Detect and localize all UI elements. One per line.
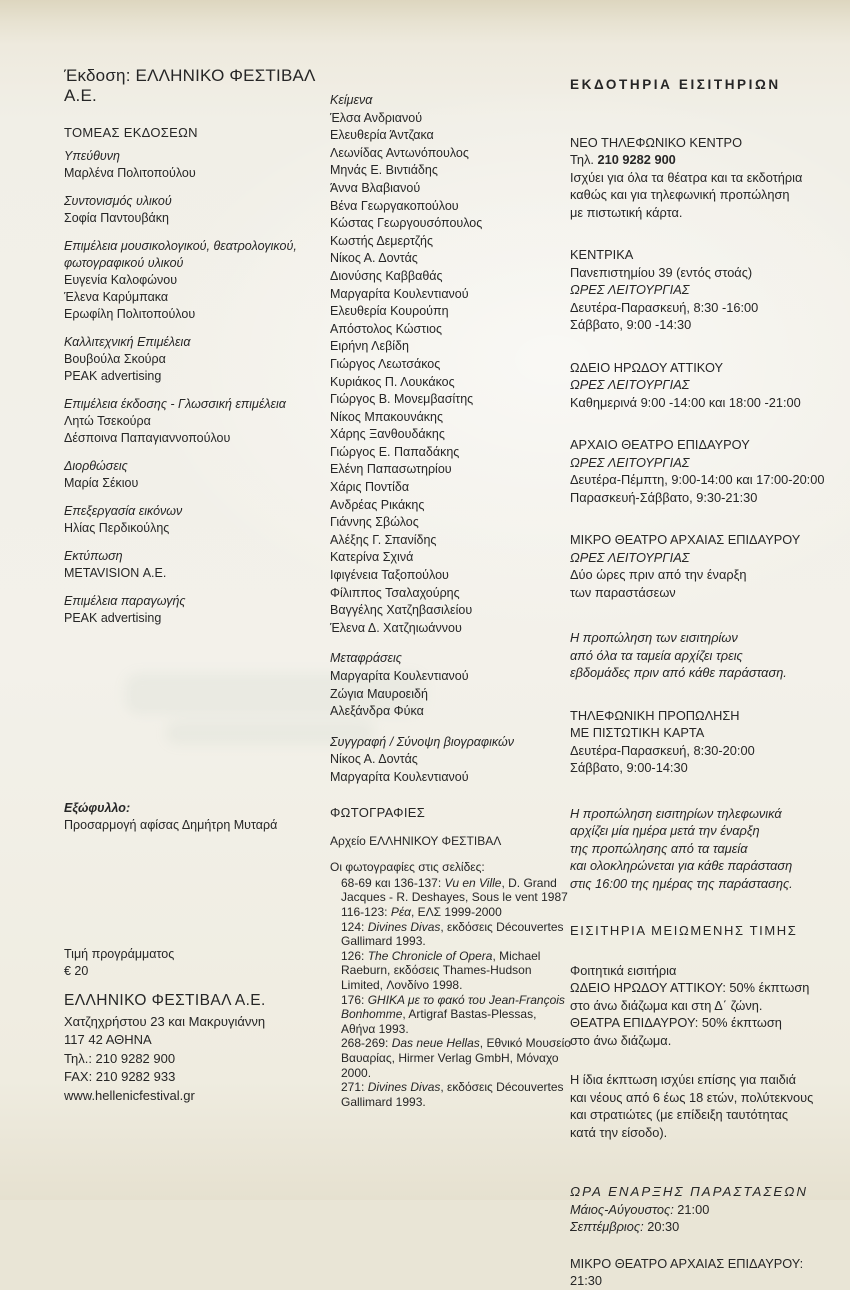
- credit-name: Κυριάκος Π. Λουκάκος: [330, 374, 455, 389]
- phone-presale-title: ΤΗΛΕΦΩΝΙΚΗ ΠΡΟΠΩΛΗΣΗ: [570, 707, 740, 723]
- company-fax: FAX: 210 9282 933: [64, 1069, 176, 1084]
- phone-center-number-line: [570, 151, 836, 169]
- credit-name: Ερωφίλη Πολιτοπούλου: [64, 307, 196, 321]
- photo-credit-text: 116-123:: [341, 904, 391, 919]
- photo-credit-text: 126:: [341, 948, 368, 963]
- photo-credit-text: , εκδόσεις Découvertes Gallimard 1993.: [341, 1080, 564, 1109]
- reduced-tickets-block: [570, 962, 836, 1050]
- credit-group: [64, 458, 322, 492]
- tel-prefix: Τηλ.: [570, 152, 598, 167]
- right-column: [570, 76, 836, 1290]
- small-theatre-hours: Δύο ώρες πριν από την έναρξη: [570, 567, 747, 582]
- photographs-intro: Οι φωτογραφίες στις σελίδες:: [330, 860, 485, 875]
- ancient-theatre-block: [570, 436, 836, 506]
- phone-presale-title: ΜΕ ΠΙΣΤΩΤΙΚΗ ΚΑΡΤΑ: [570, 725, 705, 740]
- photo-credit-title: The Chronicle of Opera: [367, 948, 493, 963]
- photo-credit-text: , D. Grand Jacques - R. Deshayes, Sous le vent 1987: [341, 875, 568, 905]
- reduced-note-line: και νέους από 6 έως 18 ετών, πολύτεκνους: [570, 1089, 814, 1105]
- credit-name: Μηνάς Ε. Βιντιάδης: [330, 163, 438, 178]
- photo-credit: [341, 876, 574, 905]
- company-phone: Τηλ.: 210 9282 900: [64, 1050, 176, 1066]
- reduced-note-line: κατά την είσοδο).: [570, 1124, 668, 1140]
- photo-credit-title: Ρέα: [390, 904, 411, 919]
- company-info: [64, 992, 334, 1105]
- photographs-section: [330, 806, 574, 1109]
- credit-group: [64, 148, 322, 182]
- phone-center-block: [570, 134, 836, 222]
- left-column: [64, 66, 322, 638]
- credit-name: PEAK advertising: [64, 369, 162, 383]
- credit-role: Κείμενα: [330, 93, 373, 107]
- credit-name: Έλενα Καρύμπακα: [64, 290, 169, 304]
- photo-credit-text: , Artigraf Bastas-Plessas, Αθήνα 1993.: [341, 1007, 537, 1036]
- showtime-september: [570, 1218, 836, 1236]
- photo-credit-title: Divines Divas: [367, 1080, 441, 1095]
- credit-name: Ιφιγένεια Ταξοπούλου: [330, 568, 449, 583]
- central-offices-block: [570, 246, 836, 334]
- central-offices-hours: Σάββατο, 9:00 -14:30: [570, 317, 692, 332]
- central-offices-address: Πανεπιστημίου 39 (εντός στοάς): [570, 264, 753, 280]
- phone-center-title: ΝΕΟ ΤΗΛΕΦΩΝΙΚΟ ΚΕΝΤΡΟ: [570, 134, 743, 150]
- reduced-tickets-heading: ΕΙΣΙΤΗΡΙΑ ΜΕΙΩΜΕΝΗΣ ΤΙΜΗΣ: [570, 923, 798, 938]
- credit-role: Υπεύθυνη: [64, 149, 120, 163]
- photo-credit-title: GHIKA με το φακό του Jean-François Bonhomme: [341, 992, 565, 1022]
- photo-credit-title: Divines Divas: [367, 919, 441, 934]
- photo-credit-text: , Εθνικό Μουσείο Βαυαρίας, Hirmer Verlag GmbH, Μόναχο 2000.: [341, 1036, 571, 1080]
- central-offices-title: ΚΕΝΤΡΙΚΑ: [570, 247, 634, 262]
- photographs-heading: ΦΩΤΟΓΡΑΦΙΕΣ: [330, 805, 426, 820]
- credit-group: [64, 548, 322, 582]
- texts-credits: [330, 92, 568, 637]
- credit-name: Μαργαρίτα Κουλεντιανού: [330, 286, 469, 301]
- section-title-publications: ΤΟΜΕΑΣ ΕΚΔΟΣΕΩΝ: [64, 125, 198, 140]
- bios-credits: [330, 734, 568, 787]
- credit-role: Επιμέλεια μουσικολογικού, θεατρολογικού, φωτογραφικού υλικού: [64, 239, 297, 270]
- credit-name: Ελευθερία Κουρούπη: [330, 304, 449, 319]
- photo-credit-list: [330, 876, 574, 1110]
- credit-role: Συντονισμός υλικού: [64, 194, 172, 208]
- credit-role: Συγγραφή / Σύνοψη βιογραφικών: [330, 734, 514, 749]
- ticket-offices-heading: ΕΚΔΟΤΗΡΙΑ ΕΙΣΙΤΗΡΙΩΝ: [570, 77, 781, 92]
- credit-name: Γιώργος Λεωτσάκος: [330, 356, 441, 371]
- credit-name: Κατερίνα Σχινά: [330, 550, 414, 565]
- showtime-small-theatre: ΜΙΚΡΟ ΘΕΑΤΡΟ ΑΡΧΑΙΑΣ ΕΠΙΔΑΥΡΟΥ: 21:30: [570, 1255, 804, 1288]
- page-title: Έκδοση: ΕΛΛΗΝΙΚΟ ΦΕΣΤΙΒΑΛ Α.Ε.: [64, 66, 315, 105]
- photo-credit-text: 271:: [341, 1080, 368, 1095]
- credit-name: Ευγενία Καλοφώνου: [64, 273, 178, 287]
- reduced-tickets-line: στο άνω διάζωμα και στη Δ΄ ζώνη.: [570, 997, 763, 1013]
- credit-name: Φίλιππος Τσαλαχούρης: [330, 585, 460, 600]
- presale-note: [570, 629, 836, 682]
- credit-name: Έλενα Δ. Χατζηιωάννου: [330, 620, 462, 635]
- credit-name: Σοφία Παντουβάκη: [64, 211, 169, 225]
- photo-credit-text: 268-269:: [341, 1036, 392, 1051]
- credit-name: Αλέξης Γ. Σπανίδης: [330, 532, 437, 547]
- opening-hours-label: ΩΡΕΣ ΛΕΙΤΟΥΡΓΙΑΣ: [570, 454, 690, 470]
- phone-presale-note-line: αρχίζει μία ημέρα μετά την έναρξη: [570, 823, 760, 838]
- reduced-tickets-line: ΩΔΕΙΟ ΗΡΩΔΟΥ ΑΤΤΙΚΟΥ: 50% έκπτωση: [570, 980, 810, 995]
- phone-presale-note: [570, 805, 836, 893]
- phone-presale-hours: Σάββατο, 9:00-14:30: [570, 760, 688, 775]
- phone-presale-note-line: της προπώλησης από τα ταμεία: [570, 840, 748, 856]
- phone-presale-note-line: στις 16:00 της ημέρας της παράστασης.: [570, 875, 793, 891]
- translations-credits: [330, 650, 568, 720]
- credit-name: PEAK advertising: [64, 611, 162, 625]
- credit-name: Απόστολος Κώστιος: [330, 321, 442, 336]
- credit-name: Βουβούλα Σκούρα: [64, 352, 166, 366]
- credit-name: Βένα Γεωργακοπούλου: [330, 198, 459, 213]
- credit-group: [64, 396, 322, 447]
- credit-name: Έλσα Ανδριανού: [330, 110, 423, 125]
- photo-credit: [341, 949, 574, 993]
- credit-name: Κωστής Δεμερτζής: [330, 233, 434, 248]
- company-website: www.hellenicfestival.gr: [64, 1087, 195, 1103]
- photo-credit: [341, 905, 574, 920]
- credit-name: Γιώργος Β. Μονεμβασίτης: [330, 392, 474, 407]
- photo-credit: [341, 920, 574, 949]
- reduced-tickets-note: [570, 1071, 836, 1141]
- photographs-archive: Αρχείο ΕΛΛΗΝΙΚΟΥ ΦΕΣΤΙΒΑΛ: [330, 833, 502, 848]
- ancient-theatre-hours: Δευτέρα-Πέμπτη, 9:00-14:00 και 17:00-20:00: [570, 472, 825, 487]
- small-theatre-block: [570, 531, 836, 601]
- phone-center-line: καθώς και για τηλεφωνική προπώληση: [570, 187, 790, 202]
- price-value: € 20: [64, 964, 89, 978]
- credit-name: Νίκος Α. Δοντάς: [330, 752, 418, 767]
- credit-name: Κώστας Γεωργουσόπουλος: [330, 216, 483, 231]
- phone-presale-hours: Δευτέρα-Παρασκευή, 8:30-20:00: [570, 742, 755, 758]
- credit-name: Βαγγέλης Χατζηβασιλείου: [330, 603, 473, 618]
- credit-name: Μαργαρίτα Κουλεντιανού: [330, 669, 469, 683]
- small-theatre-hours: των παραστάσεων: [570, 584, 676, 600]
- credit-name: Λητώ Τσεκούρα: [64, 414, 151, 428]
- credit-group: [64, 193, 322, 227]
- showtime-value: 20:30: [643, 1219, 680, 1234]
- reduced-tickets-line: στο άνω διάζωμα.: [570, 1032, 672, 1048]
- company-address-line1: Χατζηχρήστου 23 και Μακρυγιάννη: [64, 1013, 266, 1029]
- credit-role: Επεξεργασία εικόνων: [64, 504, 183, 518]
- showtime-label: Μάιος-Αύγουστος:: [570, 1201, 674, 1217]
- photo-credit-text: 68-69 και 136-137:: [341, 875, 445, 890]
- credit-role: Εκτύπωση: [64, 549, 123, 563]
- credit-name: Διονύσης Καββαθάς: [330, 268, 443, 283]
- credit-name: Ειρήνη Λεβίδη: [330, 339, 409, 354]
- presale-note-line: Η προπώληση των εισιτηρίων: [570, 630, 738, 645]
- credit-role: Επιμέλεια παραγωγής: [64, 594, 186, 608]
- photo-credit: [341, 1036, 574, 1080]
- odeon-block: [570, 359, 836, 412]
- credit-name: Ζώγια Μαυροειδή: [330, 686, 428, 701]
- credit-group: [64, 334, 322, 385]
- showtime-value: 21:00: [673, 1201, 710, 1217]
- photo-credit-title: Das neue Hellas: [391, 1036, 480, 1051]
- credit-name: Άννα Βλαβιανού: [330, 180, 421, 195]
- phone-center-line: Ισχύει για όλα τα θέατρα και τα εκδοτήρια: [570, 169, 803, 185]
- small-theatre-title: ΜΙΚΡΟ ΘΕΑΤΡΟ ΑΡΧΑΙΑΣ ΕΠΙΔΑΥΡΟΥ: [570, 532, 801, 547]
- publications-credits-list: [64, 148, 322, 627]
- credit-name: Χάρης Ξανθουδάκης: [330, 427, 445, 442]
- opening-hours-label: ΩΡΕΣ ΛΕΙΤΟΥΡΓΙΑΣ: [570, 282, 690, 297]
- central-offices-hours: Δευτέρα-Παρασκευή, 8:30 -16:00: [570, 299, 759, 315]
- showtime-label: Σεπτέμβριος:: [570, 1219, 644, 1234]
- company-name: ΕΛΛΗΝΙΚΟ ΦΕΣΤΙΒΑΛ Α.Ε.: [64, 992, 266, 1009]
- phone-presale-note-line: Η προπώληση εισιτηρίων τηλεφωνικά: [570, 805, 782, 821]
- credit-group: [64, 238, 322, 323]
- showtimes-heading: ΩΡΑ ΕΝΑΡΞΗΣ ΠΑΡΑΣΤΑΣΕΩΝ: [570, 1184, 808, 1199]
- opening-hours-label: ΩΡΕΣ ΛΕΙΤΟΥΡΓΙΑΣ: [570, 377, 690, 392]
- odeon-title: ΩΔΕΙΟ ΗΡΩΔΟΥ ΑΤΤΙΚΟΥ: [570, 359, 724, 375]
- credit-name: Αλεξάνδρα Φύκα: [330, 704, 424, 719]
- company-address-line2: 117 42 ΑΘΗΝΑ: [64, 1032, 152, 1047]
- credit-name: Μαργαρίτα Κουλεντιανού: [330, 769, 469, 784]
- presale-note-line: εβδομάδες πριν από κάθε παράσταση.: [570, 665, 787, 680]
- credit-name: Μαρλένα Πολιτοπούλου: [64, 166, 196, 180]
- credit-role: Καλλιτεχνική Επιμέλεια: [64, 335, 191, 349]
- credit-name: METAVISION Α.Ε.: [64, 566, 167, 580]
- credit-role: Διορθώσεις: [64, 459, 128, 473]
- credit-name: Γιώργος Ε. Παπαδάκης: [330, 444, 460, 459]
- presale-note-line: από όλα τα ταμεία αρχίζει τρεις: [570, 647, 743, 663]
- cover-text: Προσαρμογή αφίσας Δημήτρη Μυταρά: [64, 818, 278, 832]
- reduced-note-line: Η ίδια έκπτωση ισχύει επίσης για παιδιά: [570, 1072, 797, 1087]
- reduced-tickets-line: Φοιτητικά εισιτήρια: [570, 962, 677, 978]
- photo-credit-text: 176:: [341, 992, 368, 1007]
- credit-name: Χάρις Ποντίδα: [330, 480, 410, 495]
- program-price: [64, 946, 322, 980]
- photo-credit: [341, 1080, 574, 1109]
- cover-credit: [64, 800, 322, 834]
- showtime-summer: [570, 1201, 836, 1219]
- photo-credit-text: , Michael Raeburn, εκδόσεις Thames-Hudson Limited, Λονδίνο 1998.: [341, 948, 541, 992]
- credit-name: Ελευθερία Άντζακα: [330, 128, 434, 143]
- tel-number: 210 9282 900: [597, 152, 676, 167]
- ancient-theatre-title: ΑΡΧΑΙΟ ΘΕΑΤΡΟ ΕΠΙΔΑΥΡΟΥ: [570, 437, 750, 452]
- phone-presale-block: [570, 707, 836, 777]
- credit-group: [64, 503, 322, 537]
- credit-name: Ηλίας Περδικούλης: [64, 521, 170, 535]
- credit-name: Ανδρέας Ρικάκης: [330, 497, 425, 512]
- cover-label: Εξώφυλλο:: [64, 801, 131, 815]
- photo-credit-title: Vu en Ville: [444, 875, 502, 890]
- credit-group: [64, 593, 322, 627]
- ancient-theatre-hours: Παρασκευή-Σάββατο, 9:30-21:30: [570, 489, 758, 505]
- reduced-tickets-line: ΘΕΑΤΡΑ ΕΠΙΔΑΥΡΟΥ: 50% έκπτωση: [570, 1015, 782, 1030]
- credit-name: Λεωνίδας Αντωνόπουλος: [330, 145, 469, 160]
- credit-name: Νίκος Α. Δοντάς: [330, 251, 418, 266]
- odeon-hours: Καθημερινά 9:00 -14:00 και 18:00 -21:00: [570, 394, 801, 410]
- photo-credit-text: , εκδόσεις Découvertes Gallimard 1993.: [341, 919, 564, 949]
- credit-name: Γιάννης Σβώλος: [330, 515, 419, 530]
- photo-credit-text: , ΕΛΣ 1999-2000: [410, 904, 502, 919]
- credit-name: Ελένη Παπασωτηρίου: [330, 462, 452, 477]
- photo-credit-text: 124:: [341, 919, 368, 934]
- photo-credit: [341, 993, 574, 1037]
- credit-role: Επιμέλεια έκδοσης - Γλωσσική επιμέλεια: [64, 397, 286, 411]
- credit-name: Δέσποινα Παπαγιαννοπούλου: [64, 431, 231, 445]
- price-label: Τιμή προγράμματος: [64, 947, 175, 961]
- credit-name: Μαρία Σέκιου: [64, 476, 139, 490]
- credit-name: Νίκος Μπακουνάκης: [330, 409, 444, 424]
- phone-presale-note-line: και ολοκληρώνεται για κάθε παράσταση: [570, 858, 793, 873]
- middle-column: [330, 92, 568, 787]
- opening-hours-label: ΩΡΕΣ ΛΕΙΤΟΥΡΓΙΑΣ: [570, 549, 690, 565]
- phone-center-line: με πιστωτική κάρτα.: [570, 204, 683, 220]
- reduced-note-line: και στρατιώτες (με επίδειξη ταυτότητας: [570, 1107, 789, 1122]
- credit-role: Μεταφράσεις: [330, 651, 402, 666]
